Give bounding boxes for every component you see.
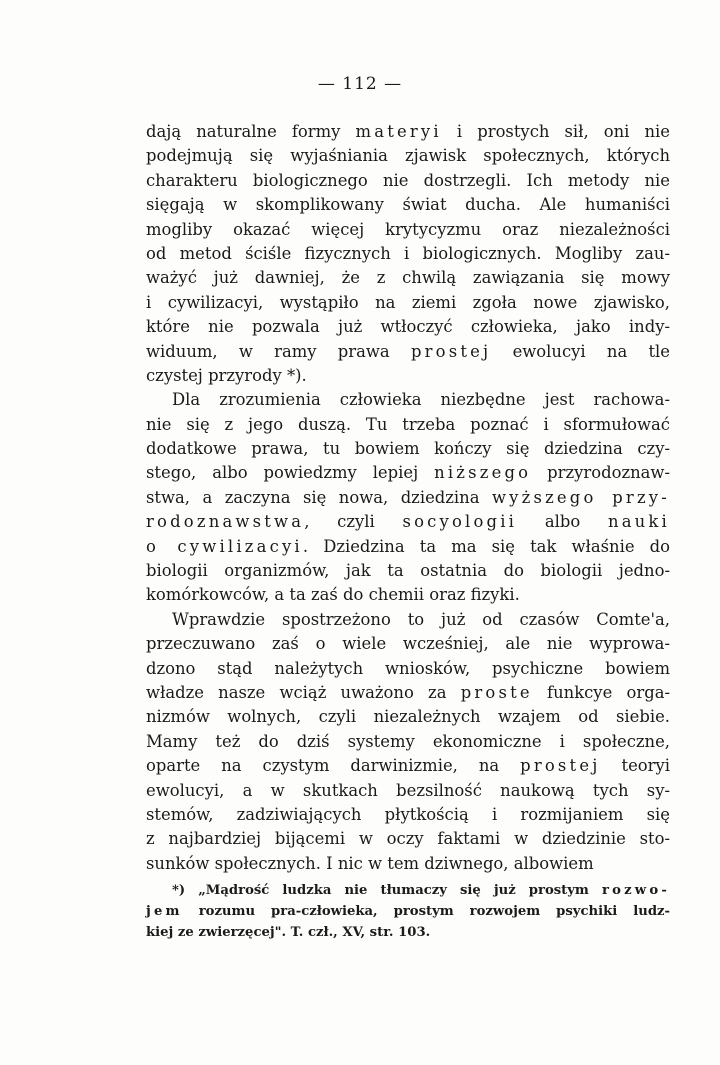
- text-line: [146, 413, 670, 437]
- text-line: [146, 169, 670, 193]
- text-line: [146, 852, 670, 876]
- text-segment: stego, albo powiedzmy lepiej: [146, 463, 435, 483]
- text-line: [146, 705, 670, 729]
- text-line: [146, 730, 670, 754]
- text-line: [146, 681, 670, 705]
- text-line: [146, 242, 670, 266]
- text-segment: nie się z jego duszą. Tu trzeba poznać i sformułować: [146, 414, 670, 434]
- text-line: [146, 120, 670, 144]
- page-number: — 112 —: [317, 74, 403, 94]
- text-line: [146, 193, 670, 217]
- text-segment: podejmują się wyjaśniania zjawisk społecznych, których: [146, 146, 670, 166]
- text-segment: przeczuwano zaś o wiele wcześniej, ale nie wyprowa-: [146, 634, 670, 654]
- text-line: [146, 803, 670, 827]
- text-line: [146, 779, 670, 803]
- text-segment: które nie pozwala już wtłoczyć człowieka, jako indy-: [146, 317, 670, 337]
- text-segment: ważyć już dawniej, że z chwilą zawiązania się mowy: [146, 268, 670, 288]
- text-segment: mogliby okazać więcej krytycyzmu oraz niezależności: [146, 219, 670, 239]
- text-segment: albo: [517, 512, 608, 532]
- text-segment: materyi: [355, 122, 442, 141]
- text-segment: rodoznawstwa: [146, 512, 305, 532]
- text-line: [146, 461, 670, 485]
- text-segment: od metod ściśle fizycznych i biologicznych. Mogliby zau-: [146, 243, 670, 263]
- text-line: [146, 437, 670, 461]
- text-segment: rozwo-: [601, 883, 670, 898]
- text-segment: i cywilizacyi, wystąpiło na ziemi zgoła nowe zjawisko,: [146, 292, 670, 312]
- text-segment: nizmów wolnych, czyli niezależnych wzajem od siebie.: [146, 707, 670, 727]
- text-segment: dodatkowe prawa, tu bowiem kończy się dziedzina czy-: [146, 439, 670, 459]
- text-segment: widuum, w ramy prawa: [146, 341, 411, 361]
- text-line: [146, 608, 670, 632]
- text-line: [146, 340, 670, 364]
- text-line: [146, 388, 670, 412]
- footnote-line: [146, 901, 670, 922]
- text-segment: czystej przyrody *).: [146, 365, 307, 385]
- text-line: [146, 486, 670, 510]
- text-segment: stemów, zadziwiających płytkością i rozmijaniem się: [146, 804, 670, 824]
- text-line: [146, 657, 670, 681]
- text-segment: kiej ze zwierzęcej". T. czł., XV, str. 103.: [146, 925, 431, 940]
- text-line: [146, 266, 670, 290]
- text-line: [146, 754, 670, 778]
- text-segment: Dla zrozumienia człowieka niezbędne jest rachowa-: [172, 390, 670, 410]
- text-segment: sunków społecznych. I nic w tem dziwnego, albowiem: [146, 853, 594, 873]
- text-segment: , czyli: [304, 512, 403, 532]
- text-segment: komórkowców, a ta zaś do chemii oraz fizyki.: [146, 585, 520, 605]
- text-segment: wyższego przy-: [491, 487, 670, 507]
- text-segment: Mamy też do dziś systemy ekonomiczne i społeczne,: [146, 731, 670, 751]
- text-segment: sięgają w skomplikowany świat ducha. Ale humaniści: [146, 195, 670, 215]
- text-segment: ewolucyi na tle: [491, 341, 670, 361]
- text-line: [146, 827, 670, 851]
- text-segment: oparte na czystym darwinizmie, na: [146, 756, 521, 776]
- text-line: [146, 510, 670, 534]
- text-segment: nauki: [607, 512, 670, 532]
- text-segment: stwa, a zaczyna się nowa, dziedzina: [146, 487, 492, 507]
- text-line: [146, 291, 670, 315]
- text-segment: dają naturalne formy: [146, 122, 356, 141]
- text-segment: i prostych sił, oni nie: [441, 122, 670, 141]
- text-segment: rozumu pra-człowieka, prostym rozwojem psychiki ludz-: [182, 904, 670, 919]
- text-segment: z najbardziej bijącemi w oczy faktami w dziedzinie sto-: [146, 829, 670, 849]
- text-line: [146, 144, 670, 168]
- text-segment: ewolucyi, a w skutkach bezsilność naukową tych sy-: [146, 780, 670, 800]
- text-segment: *) „Mądrość ludzka nie tłumaczy się już prostym: [172, 883, 602, 898]
- text-segment: prostej: [520, 756, 601, 776]
- text-segment: proste: [460, 682, 533, 702]
- body-text: [146, 120, 670, 876]
- text-segment: niższego: [434, 463, 532, 483]
- text-segment: władze nasze wciąż uważono za: [146, 682, 461, 702]
- text-segment: jem: [146, 904, 183, 919]
- text-segment: przyrodoznaw-: [531, 463, 670, 483]
- text-line: [146, 218, 670, 242]
- text-segment: charakteru biologicznego nie dostrzegli. Ich metody nie: [146, 170, 670, 190]
- text-line: [146, 364, 670, 388]
- text-segment: prostej: [410, 341, 492, 361]
- text-segment: socyologii: [402, 512, 518, 532]
- footnote-line: [146, 922, 670, 943]
- footnote: [146, 880, 670, 943]
- text-segment: Wprawdzie spostrzeżono to już od czasów Comte'a,: [172, 609, 670, 629]
- text-segment: o cywilizacyi: [146, 536, 303, 556]
- text-segment: biologii organizmów, jak ta ostatnia do biologii jedno-: [146, 561, 670, 581]
- text-segment: funkcye orga-: [532, 682, 670, 702]
- text-segment: . Dziedzina ta ma się tak właśnie do: [302, 536, 670, 556]
- text-line: [146, 632, 670, 656]
- footnote-line: [146, 880, 670, 901]
- text-line: [146, 535, 670, 559]
- text-line: [146, 583, 670, 607]
- text-line: [146, 559, 670, 583]
- text-segment: teoryi: [600, 756, 670, 776]
- text-segment: dzono stąd należytych wniosków, psychiczne bowiem: [146, 658, 670, 678]
- text-line: [146, 315, 670, 339]
